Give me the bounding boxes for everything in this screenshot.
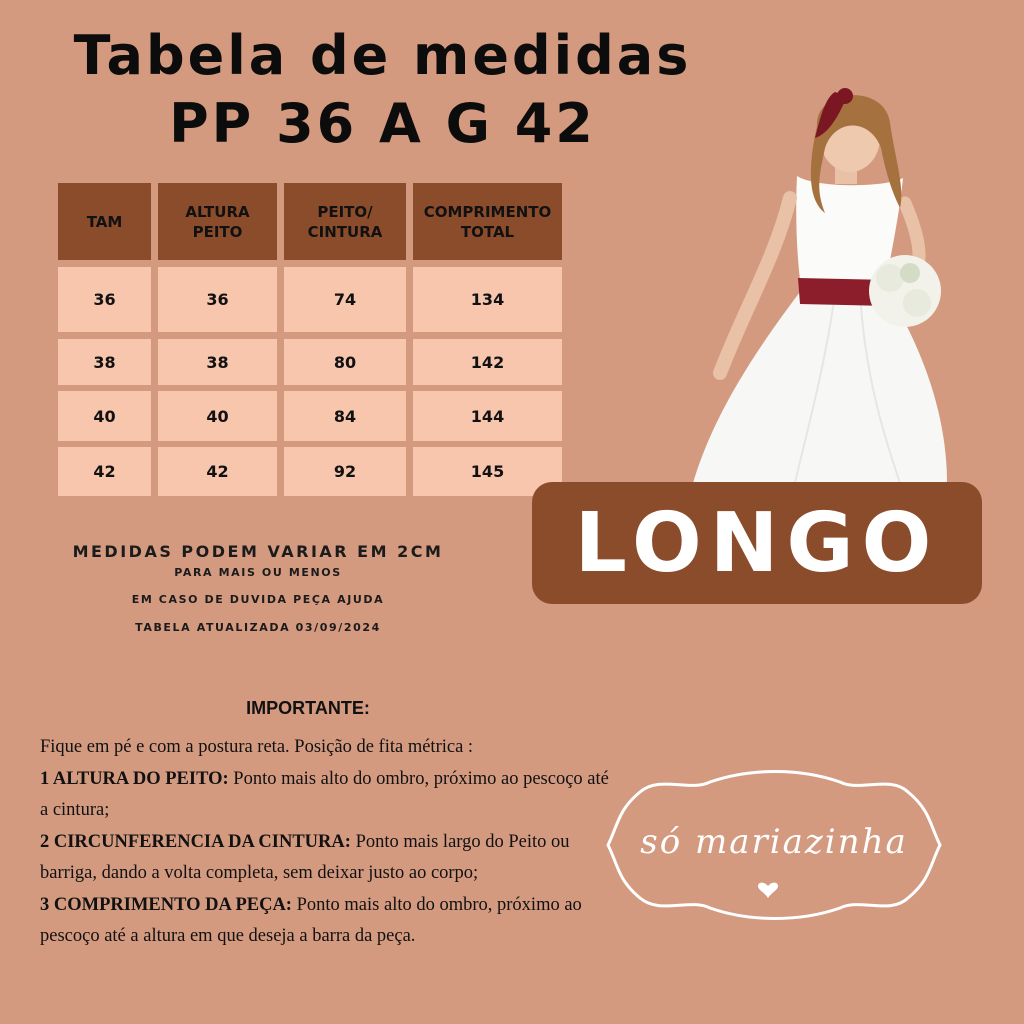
- table-header-cell: [58, 183, 151, 260]
- instruction-label: 3 COMPRIMENTO DA PEÇA:: [40, 894, 292, 915]
- table-header-text: TOTAL: [460, 222, 515, 241]
- table-header-cell: [284, 183, 406, 260]
- table-header-cell: [158, 183, 277, 260]
- instructions-intro: Fique em pé e com a postura reta. Posição de fita métrica :: [40, 737, 474, 757]
- table-header-text: TAM: [86, 212, 123, 231]
- important-heading: IMPORTANTE:: [246, 698, 370, 718]
- table-cell: 144: [413, 391, 562, 441]
- instruction-body: Ponto mais alto do ombro, próximo ao pescoço até a altura em que deseja a barra da peça.: [40, 894, 582, 946]
- length-badge: LONGO: [532, 482, 982, 604]
- variation-subnote: PARA MAIS OU MENOS: [174, 566, 342, 579]
- instruction-body: Ponto mais alto do ombro, próximo ao pescoço até a cintura;: [40, 768, 609, 820]
- table-header-text: ALTURA: [185, 202, 250, 221]
- table-cell: 74: [284, 267, 406, 332]
- instruction-item: [40, 890, 620, 953]
- product-photo: [685, 78, 965, 488]
- instructions-text: [40, 732, 620, 953]
- table-header-text: COMPRIMENTO: [423, 202, 552, 221]
- heart-icon: [758, 883, 778, 898]
- table-cell: 40: [158, 391, 277, 441]
- table-cell: 42: [58, 447, 151, 496]
- instruction-label: 1 ALTURA DO PEITO:: [40, 768, 229, 789]
- variation-note: MEDIDAS PODEM VARIAR EM 2CM: [72, 542, 444, 561]
- brand-name: só mariazinha: [640, 822, 908, 862]
- table-cell: 134: [413, 267, 562, 332]
- table-header-text: PEITO/: [317, 202, 373, 221]
- table-cell: 84: [284, 391, 406, 441]
- table-header-text: CINTURA: [307, 222, 383, 241]
- table-cell: 142: [413, 339, 562, 385]
- table-cell: 38: [158, 339, 277, 385]
- page-title: Tabela de medidas: [73, 24, 692, 87]
- instruction-item: [40, 764, 620, 827]
- table-header-cell: [413, 183, 562, 260]
- instruction-body: Ponto mais largo do Peito ou barriga, dando a volta completa, sem deixar justo ao corpo;: [40, 831, 570, 883]
- table-cell: 145: [413, 447, 562, 496]
- instruction-item: [40, 827, 620, 890]
- table-cell: 42: [158, 447, 277, 496]
- table-cell: 40: [58, 391, 151, 441]
- instruction-label: 2 CIRCUNFERENCIA DA CINTURA:: [40, 831, 351, 852]
- table-cell: 36: [158, 267, 277, 332]
- table-header-text: PEITO: [192, 222, 243, 241]
- updated-date-note: TABELA ATUALIZADA 03/09/2024: [135, 621, 381, 634]
- table-cell: 38: [58, 339, 151, 385]
- help-note: EM CASO DE DUVIDA PEÇA AJUDA: [131, 593, 385, 606]
- table-cell: 80: [284, 339, 406, 385]
- table-cell: 92: [284, 447, 406, 496]
- table-cell: 36: [58, 267, 151, 332]
- size-range-title: PP 36 A G 42: [169, 92, 596, 155]
